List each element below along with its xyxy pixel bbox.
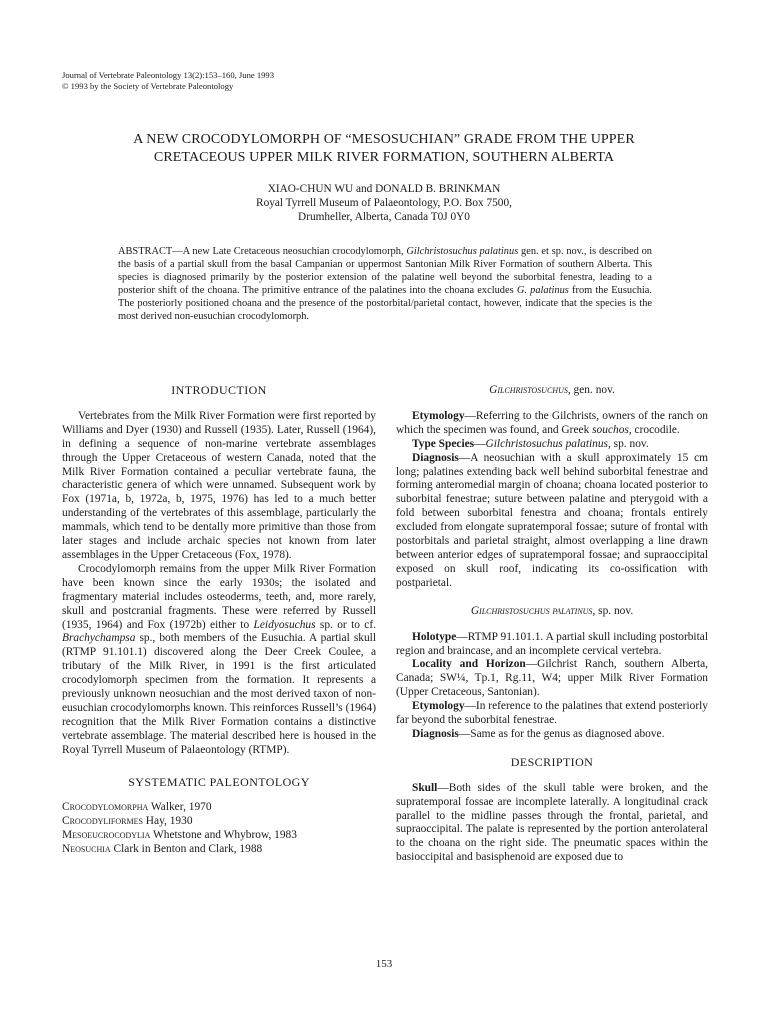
affiliation-line-2: Drumheller, Alberta, Canada T0J 0Y0 [298, 211, 470, 223]
intro-paragraph-2: Crocodylomorph remains from the upper Milk River Formation have been known since the early 1930s; the isolated and fragmentary material includes osteoderms, teeth, and, more rarely, skull and postcranial fragments. These were referred by Russell (1935, 1964) and Fox (1972b) either to Leidyosuchus sp. or to cf. Brachychampsa sp., both members of the Eusuchia. A partial skull (RTMP 91.101.1) discovered along the Deer Creek Coulee, a tributary of the Milk River, in 1991 is the first articulated crocodylomorph specimen from the formation. It represents a previously unknown neosuchian and the most derived taxon of non-eusuchian crocodylomorphs known. This reinforces Russell’s (1964) recognition that the Milk River Formation contains a distinctive vertebrate assemblage. The material described here is housed in the Royal Tyrrell Museum of Palaeontology (RTMP). [62, 562, 376, 756]
systematic-paleontology-heading: SYSTEMATIC PALEONTOLOGY [128, 774, 310, 789]
taxon-line-1: Crocodylomorpha Walker, 1970 [62, 801, 212, 814]
etymology-paragraph: Etymology—Referring to the Gilchrists, owners of the ranch on which the specimen was found, and Greek souchos, crocodile. [396, 409, 708, 436]
taxon-line-3: Mesoeucrocodylia Whetstone and Whybrow, 1983 [62, 829, 297, 842]
diagnosis-paragraph: Diagnosis—A neosuchian with a skull approximately 15 cm long; palatines extending back well behind suborbital fenestrae and forming anteromedial margin of choana; choana located posterior to suborbital fenestrae; suture between palatine and pterygoid with a fold between suborbital fenestra and choana; frontals entirely excluded from elongate supratemporal fossae; suture of frontal with postorbitals and parietal straight, almost overlapping a line drawn between anterior edges of supratemporal fossae; and supraoccipital exposed on skull roof, indicating its co-ossification with postparietal. [396, 451, 708, 589]
description-heading: DESCRIPTION [510, 754, 594, 769]
page-number: 153 [375, 958, 393, 970]
journal-line-1: Journal of Vertebrate Paleontology 13(2):153–160, June 1993 [62, 70, 275, 80]
diagnosis-species-paragraph: Diagnosis—Same as for the genus as diagnosed above. [412, 727, 665, 740]
type-species-paragraph: Type Species—Gilchristosuchus palatinus, sp. nov. [412, 437, 649, 450]
title-line-2: CRETACEOUS UPPER MILK RIVER FORMATION, SOUTHERN ALBERTA [153, 150, 615, 165]
genus-heading: Gilchristosuchus, gen. nov. [489, 384, 615, 396]
abstract-taxon-short: G. palatinus [516, 284, 569, 296]
skull-paragraph: Skull—Both sides of the skull table were broken, and the supratemporal fossae are incomplete laterally. A longitudinal crack parallel to the midline passes through the frontal, parietal, and supraoccipital. The palate is represented by the portion anterolateral to the choana on the right side. The pneumatic spaces within the basioccipital and basisphenoid are exposed due to [396, 781, 708, 864]
introduction-heading: INTRODUCTION [171, 383, 267, 397]
taxon-line-2: Crocodyliformes Hay, 1930 [62, 815, 193, 828]
affiliation-line-1: Royal Tyrrell Museum of Palaeontology, P.O. Box 7500, [256, 197, 512, 209]
left-column [62, 384, 376, 857]
holotype-paragraph: Holotype—RTMP 91.101.1. A partial skull including postorbital region and braincase, and an incomplete cervical vertebra. [396, 630, 708, 657]
author-names: XIAO-CHUN WU and DONALD B. BRINKMAN [267, 183, 501, 195]
journal-citation [62, 70, 274, 91]
author-block [60, 182, 708, 224]
locality-paragraph: Locality and Horizon—Gilchrist Ranch, southern Alberta, Canada; SW¼, Tp.1, Rg.11, W4; upper Milk River Formation (Upper Cretaceous, Santonian). [396, 658, 708, 699]
species-heading: Gilchristosuchus palatinus, sp. nov. [470, 604, 634, 617]
intro-paragraph-1: Vertebrates from the Milk River Formation were first reported by Williams and Dyer (1930) and Russell (1935). Later, Russell (1964), in defining a sequence of non-marine vertebrate assemblages through the Upper Cretaceous of western Canada, noted that the Milk River Formation contained a peculiar vertebrate fauna, the characteristic genera of which were unnamed. Subsequent work by Fox (1971a, b, 1972a, b, 1975, 1976) has led to a much better understanding of the vertebrates of this assemblage, particularly the mammals, which tend to be dentally more primitive than those from later stages and include archaic species not known from later assemblages in the Upper Cretaceous (Fox, 1978). [62, 409, 376, 561]
title-line-1: A NEW CROCODYLOMORPH OF “MESOSUCHIAN” GRADE FROM THE UPPER [133, 132, 635, 147]
etymology-species-paragraph: Etymology—In reference to the palatines that extend posteriorly far beyond the suborbital fenestrae. [396, 700, 708, 727]
journal-line-2: © 1993 by the Society of Vertebrate Paleontology [62, 80, 234, 91]
paper-title [60, 131, 708, 167]
abstract-taxon: Gilchristosuchus palatinus [406, 246, 519, 257]
taxon-line-4: Neosuchia Clark in Benton and Clark, 1988 [62, 843, 263, 856]
abstract: ABSTRACT—A new Late Cretaceous neosuchian crocodylomorph, Gilchristosuchus palatinus gen. et sp. nov., is described on the basis of a partial skull from the basal Campanian or uppermost Santonian Milk River Formation of southern Alberta. This species is diagnosed primarily by the posterior extension of the palatine well beyond the suborbital fenestra, leading to a posterior shift of the choana. The primitive entrance of the palatines into the choana excludes G. palatinus from the Eusuchia. The posteriorly positioned choana and the presence of the postorbital/parietal contact, however, indicate that the species is the most derived non-eusuchian crocodylomorph. [118, 246, 652, 322]
right-column [396, 384, 708, 865]
